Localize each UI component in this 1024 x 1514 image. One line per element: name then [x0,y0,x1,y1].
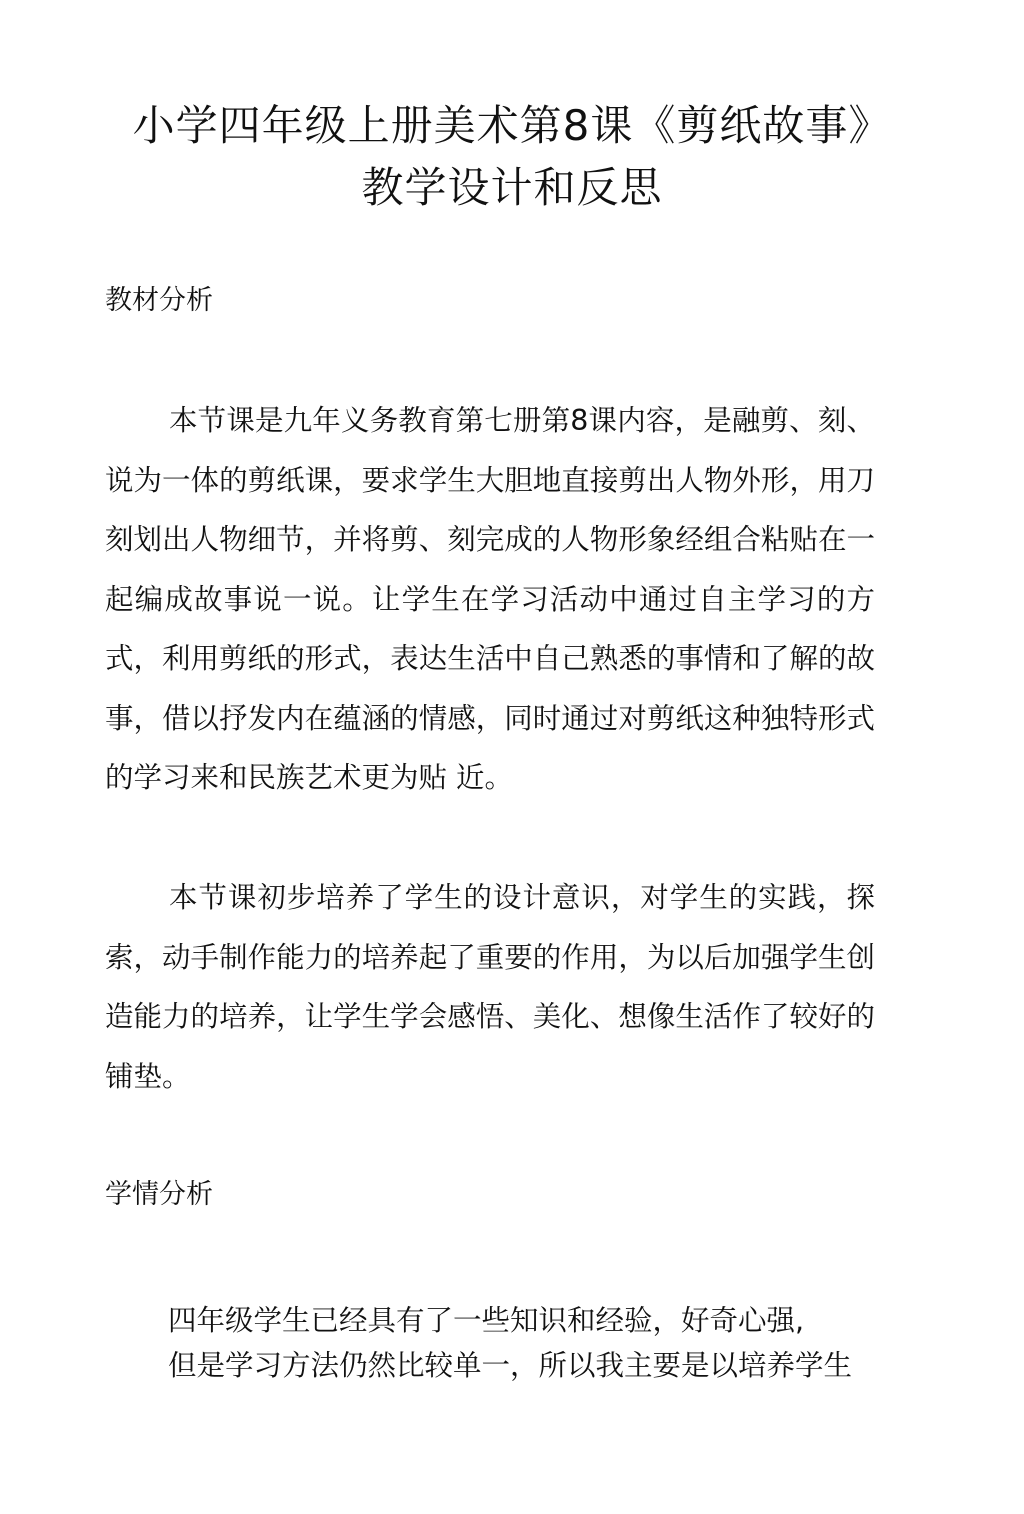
document-title-line-2: 教学设计和反思 [361,163,663,212]
section-heading-student-analysis: 学情分析 [105,1179,213,1210]
paragraph-student-analysis-line-1: 四年级学生已经具有了一些知识和经验，好奇心强, [168,1304,805,1337]
paragraph-textbook-analysis-2: 本节课初步培养了学生的设计意识，对学生的实践，探索，动手制作能力的培养起了重要的作用，为以后加强学生创造能力的培养，让学生学会感悟、美化、想像生活作了较好的铺垫。 [105,881,875,1093]
paragraph-textbook-analysis-1: 本节课是九年义务教育第七册第8课内容，是融剪、刻、说为一体的剪纸课，要求学生大胆地直接剪出人物外形，用刀刻划出人物细节，并将剪、刻完成的人物形象经组合粘贴在一起编成故事说一说。让学生在学习活动中通过自主学习的方式，利用剪纸的形式，表达生活中自己熟悉的事情和了解的故事，借以抒发内在蕴涵的情感，同时通过对剪纸这种独特形式的学习来和民族艺术更为贴 近。 [105,404,875,794]
section-heading-textbook-analysis: 教材分析 [105,285,213,316]
document-title-line-1: 小学四年级上册美术第8课《剪纸故事》 [132,101,892,150]
paragraph-student-analysis-line-2: 但是学习方法仍然比较单一，所以我主要是以培养学生 [168,1349,853,1382]
